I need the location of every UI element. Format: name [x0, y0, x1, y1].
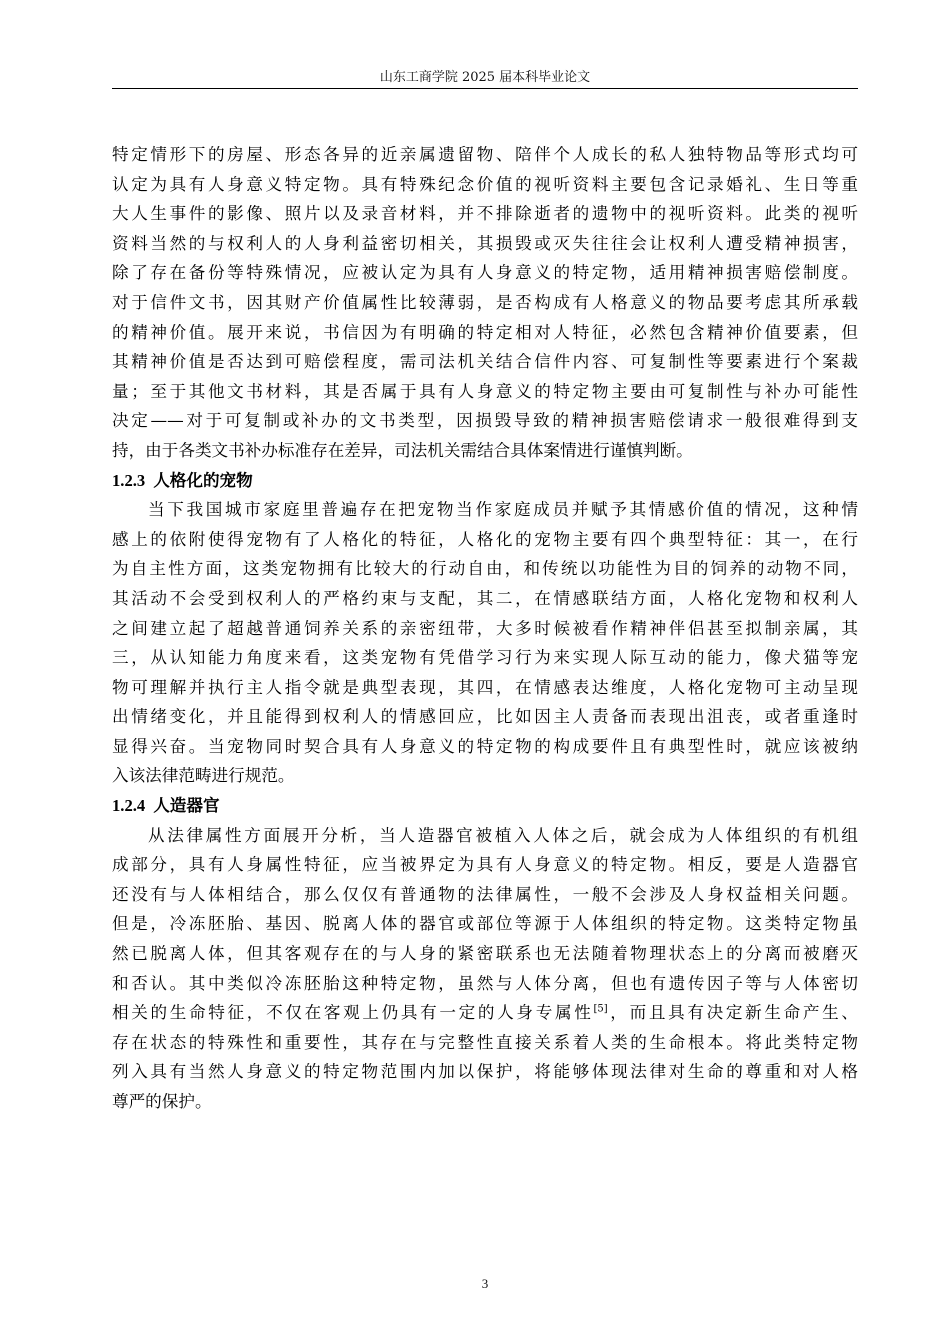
text-line [112, 732, 858, 762]
line-text: 之间建立起了超越普通饲养关系的亲密纽带，大多时候被看作精神伴侣甚至拟制亲属，其 [112, 618, 858, 638]
line-text: 从法律属性方面展开分析，当人造器官被植入人体之后，就会成为人体组织的有机组 [148, 825, 858, 845]
line-text: 出情绪变化，并且能得到权利人的情感回应，比如因主人责备而表现出沮丧，或者重逢时 [112, 707, 858, 727]
text-line [112, 258, 858, 288]
line-text: 量；至于其他文书材料，其是否属于具有人身意义的特定物主要由可复制性与补办可能性 [112, 381, 858, 401]
line-text: 尊严的保护。 [112, 1092, 212, 1111]
text-line [112, 584, 858, 614]
line-text: 的精神价值。展开来说，书信因为有明确的特定相对人特征，必然包含精神价值要素，但 [112, 322, 858, 342]
text-line [112, 998, 858, 1028]
text-line [112, 880, 858, 910]
line-text: 其活动不会受到权利人的严格约束与支配，其二，在情感联结方面，人格化宠物和权利人 [112, 588, 858, 608]
text-line [112, 199, 858, 229]
line-text: 入该法律范畴进行规范。 [112, 766, 295, 786]
line-text: 当下我国城市家庭里普遍存在把宠物当作家庭成员并赋予其情感价值的情况，这种情 [148, 500, 858, 520]
line-text: 感上的依附使得宠物有了人格化的特征，人格化的宠物主要有四个典型特征：其一，在行 [112, 529, 858, 549]
text-line [112, 939, 858, 969]
text-line [112, 614, 858, 644]
text-line [112, 1057, 858, 1087]
text-line [112, 288, 858, 318]
text-line [112, 969, 858, 999]
line-text: 大人生事件的影像、照片以及录音材料，并不排除逝者的遗物中的视听资料。此类的视听 [112, 204, 858, 224]
running-header: 山东工商学院 2025 届本科毕业论文 [379, 70, 591, 85]
text-line [112, 347, 858, 377]
line-text: 三，从认知能力角度来看，这类宠物有凭借学习行为来实现人际互动的能力，像犬猫等宠 [112, 648, 858, 668]
text-line [112, 909, 858, 939]
text-line [112, 318, 858, 348]
line-text: 显得兴奋。当宠物同时契合具有人身意义的特定物的构成要件且有典型性时，就应该被纳 [112, 736, 858, 756]
line-text: 成部分，具有人身属性特征，应当被界定为具有人身意义的特定物。相反，要是人造器官 [112, 855, 858, 875]
header-rule [112, 88, 858, 89]
line-text: 但是，冷冻胚胎、基因、脱离人体的器官或部位等源于人体组织的特定物。这类特定物虽 [112, 914, 858, 934]
line-text: 认定为具有人身意义特定物。具有特殊纪念价值的视听资料主要包含记录婚礼、生日等重 [112, 174, 858, 194]
section-number: 1.2.4 [112, 796, 146, 816]
line-text: 持，由于各类文书补办标准存在差异，司法机关需结合具体案情进行谨慎判断。 [112, 440, 693, 460]
line-text: 还没有与人体相结合，那么仅仅有普通物的法律属性，一般不会涉及人身权益相关问题。 [112, 884, 858, 904]
text-line [112, 702, 858, 732]
text-line [112, 229, 858, 259]
line-text: 为自主性方面，这类宠物拥有比较大的行动自由，和传统以功能性为目的饲养的动物不同， [112, 559, 858, 579]
text-line [112, 643, 858, 673]
citation-ref: [5] [593, 1003, 608, 1015]
text-line [112, 377, 858, 407]
text-line [112, 525, 858, 555]
section-heading [112, 791, 858, 821]
line-text: 对于信件文书，因其财产价值属性比较薄弱，是否构成有人格意义的物品要考虑其所承载 [112, 292, 858, 312]
text-line [112, 1087, 858, 1117]
text-line [112, 554, 858, 584]
text-line [112, 170, 858, 200]
text-line [112, 406, 858, 436]
line-text: 和否认。其中类似冷冻胚胎这种特定物，虽然与人体分离，但也有遗传因子等与人体密切 [112, 973, 858, 993]
text-line [112, 821, 858, 851]
text-line [112, 140, 858, 170]
body-text [112, 140, 858, 1117]
text-line [112, 495, 858, 525]
text-line [112, 673, 858, 703]
section-number: 1.2.3 [112, 470, 146, 490]
line-text: 特定情形下的房屋、形态各异的近亲属遗留物、陪伴个人成长的私人独特物品等形式均可 [112, 145, 858, 164]
line-text: 资料当然的与权利人的人身利益密切相关，其损毁或灭失往往会让权利人遭受精神损害， [112, 233, 858, 253]
line-text: 列入具有当然人身意义的特定物范围内加以保护，将能够体现法律对生命的尊重和对人格 [112, 1062, 858, 1082]
line-text: 然已脱离人体，但其客观存在的与人身的紧密联系也无法随着物理状态上的分离而被磨灭 [112, 944, 858, 964]
line-text: 除了存在备份等特殊情况，应被认定为具有人身意义的特定物，适用精神损害赔偿制度。 [112, 263, 858, 283]
text-line [112, 436, 858, 466]
text-line [112, 761, 858, 791]
line-text: 相关的生命特征，不仅在客观上仍具有一定的人身专属性 [112, 1003, 594, 1023]
text-line [112, 850, 858, 880]
line-text: 物可理解并执行主人指令就是典型表现，其四，在情感表达维度，人格化宠物可主动呈现 [112, 677, 858, 697]
line-text: 决定——对于可复制或补办的文书类型，因损毁导致的精神损害赔偿请求一般很难得到支 [112, 411, 858, 431]
line-text: 存在状态的特殊性和重要性，其存在与完整性直接关系着人类的生命根本。将此类特定物 [112, 1032, 858, 1052]
line-text: 其精神价值是否达到可赔偿程度，需司法机关结合信件内容、可复制性等要素进行个案裁 [112, 352, 858, 372]
section-title: 人造器官 [153, 795, 220, 816]
text-line [112, 1028, 858, 1058]
section-title: 人格化的宠物 [153, 469, 253, 490]
line-text-after-citation: ，而且具有决定新生命产生、 [607, 1003, 859, 1023]
section-heading [112, 466, 858, 496]
page-number: 3 [481, 1276, 489, 1291]
